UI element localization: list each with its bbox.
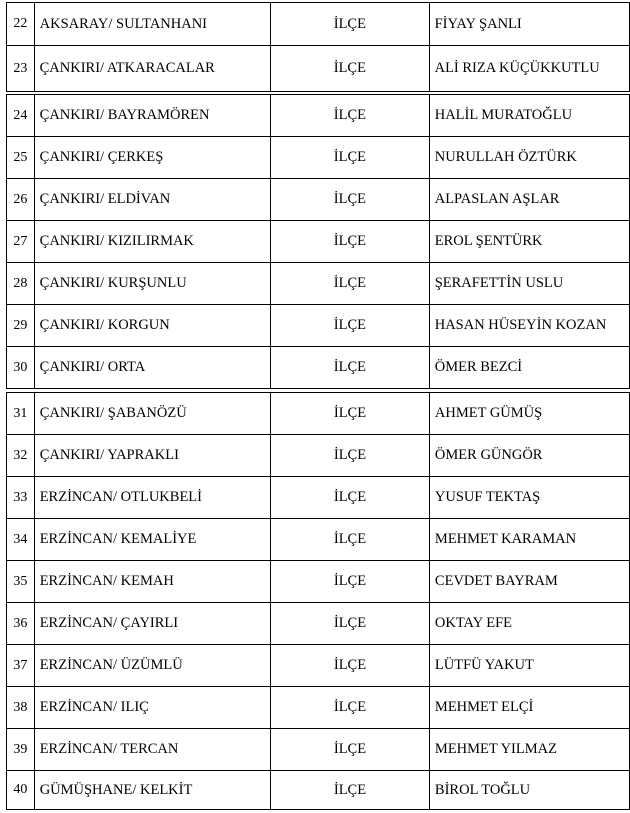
type-cell: İLÇE <box>271 305 430 347</box>
location-cell: ERZİNCAN/ ÜZÜMLÜ <box>34 645 270 687</box>
type-cell: İLÇE <box>271 729 430 771</box>
location-cell: ÇANKIRI/ ORTA <box>34 347 270 389</box>
table-row <box>7 95 630 137</box>
table-row <box>7 305 630 347</box>
name-cell: YUSUF TEKTAŞ <box>429 477 629 519</box>
location-cell: ÇANKIRI/ YAPRAKLI <box>34 435 270 477</box>
table-row <box>7 519 630 561</box>
row-number: 37 <box>7 645 35 687</box>
name-cell: ÖMER GÜNGÖR <box>429 435 629 477</box>
name-cell: ŞERAFETTİN USLU <box>429 263 629 305</box>
location-cell: ÇANKIRI/ ÇERKEŞ <box>34 137 270 179</box>
type-cell: İLÇE <box>271 347 430 389</box>
table-row <box>7 137 630 179</box>
name-cell: HASAN HÜSEYİN KOZAN <box>429 305 629 347</box>
table-row <box>7 221 630 263</box>
type-cell: İLÇE <box>271 263 430 305</box>
table-row <box>7 603 630 645</box>
location-cell: ÇANKIRI/ ELDİVAN <box>34 179 270 221</box>
name-cell: MEHMET ELÇİ <box>429 687 629 729</box>
location-cell: ÇANKIRI/ ŞABANÖZÜ <box>34 393 270 435</box>
name-cell: MEHMET KARAMAN <box>429 519 629 561</box>
table-row <box>7 729 630 771</box>
location-cell: ERZİNCAN/ KEMALİYE <box>34 519 270 561</box>
location-cell: GÜMÜŞHANE/ KELKİT <box>34 771 270 810</box>
name-cell: BİROL TOĞLU <box>429 771 629 810</box>
type-cell: İLÇE <box>271 95 430 137</box>
table-row <box>7 687 630 729</box>
table-row <box>7 435 630 477</box>
type-cell: İLÇE <box>271 561 430 603</box>
type-cell: İLÇE <box>271 221 430 263</box>
table-row <box>7 263 630 305</box>
type-cell: İLÇE <box>271 3 430 46</box>
name-cell: AHMET GÜMÜŞ <box>429 393 629 435</box>
table-row <box>7 645 630 687</box>
table-row <box>7 771 630 810</box>
row-number: 23 <box>7 46 35 92</box>
row-number: 33 <box>7 477 35 519</box>
location-cell: ÇANKIRI/ ATKARACALAR <box>34 46 270 92</box>
name-cell: OKTAY EFE <box>429 603 629 645</box>
name-cell: EROL ŞENTÜRK <box>429 221 629 263</box>
name-cell: CEVDET BAYRAM <box>429 561 629 603</box>
row-number: 38 <box>7 687 35 729</box>
location-cell: ÇANKIRI/ KORGUN <box>34 305 270 347</box>
type-cell: İLÇE <box>271 46 430 92</box>
type-cell: İLÇE <box>271 137 430 179</box>
location-cell: ERZİNCAN/ ÇAYIRLI <box>34 603 270 645</box>
table-block-1 <box>6 2 630 92</box>
row-number: 30 <box>7 347 35 389</box>
table-row <box>7 477 630 519</box>
location-cell: ÇANKIRI/ BAYRAMÖREN <box>34 95 270 137</box>
table-row <box>7 3 630 46</box>
name-cell: ÖMER BEZCİ <box>429 347 629 389</box>
name-cell: LÜTFÜ YAKUT <box>429 645 629 687</box>
table-block-2 <box>6 94 630 389</box>
type-cell: İLÇE <box>271 477 430 519</box>
type-cell: İLÇE <box>271 771 430 810</box>
row-number: 31 <box>7 393 35 435</box>
table-row <box>7 46 630 92</box>
location-cell: ERZİNCAN/ OTLUKBELİ <box>34 477 270 519</box>
row-number: 27 <box>7 221 35 263</box>
row-number: 32 <box>7 435 35 477</box>
row-number: 29 <box>7 305 35 347</box>
location-cell: ERZİNCAN/ TERCAN <box>34 729 270 771</box>
row-number: 40 <box>7 771 35 810</box>
row-number: 34 <box>7 519 35 561</box>
location-cell: ERZİNCAN/ KEMAH <box>34 561 270 603</box>
row-number: 35 <box>7 561 35 603</box>
location-cell: ÇANKIRI/ KIZILIRMAK <box>34 221 270 263</box>
name-cell: ALİ RIZA KÜÇÜKKUTLU <box>429 46 629 92</box>
location-cell: AKSARAY/ SULTANHANI <box>34 3 270 46</box>
row-number: 39 <box>7 729 35 771</box>
type-cell: İLÇE <box>271 393 430 435</box>
name-cell: FİYAY ŞANLI <box>429 3 629 46</box>
type-cell: İLÇE <box>271 179 430 221</box>
table-row <box>7 561 630 603</box>
location-cell: ÇANKIRI/ KURŞUNLU <box>34 263 270 305</box>
row-number: 24 <box>7 95 35 137</box>
row-number: 26 <box>7 179 35 221</box>
table-row <box>7 393 630 435</box>
type-cell: İLÇE <box>271 519 430 561</box>
type-cell: İLÇE <box>271 603 430 645</box>
name-cell: ALPASLAN AŞLAR <box>429 179 629 221</box>
location-cell: ERZİNCAN/ ILIÇ <box>34 687 270 729</box>
table-row <box>7 347 630 389</box>
table-row <box>7 179 630 221</box>
row-number: 25 <box>7 137 35 179</box>
type-cell: İLÇE <box>271 687 430 729</box>
type-cell: İLÇE <box>271 645 430 687</box>
name-cell: MEHMET YILMAZ <box>429 729 629 771</box>
row-number: 36 <box>7 603 35 645</box>
row-number: 28 <box>7 263 35 305</box>
name-cell: HALİL MURATOĞLU <box>429 95 629 137</box>
name-cell: NURULLAH ÖZTÜRK <box>429 137 629 179</box>
type-cell: İLÇE <box>271 435 430 477</box>
row-number: 22 <box>7 3 35 46</box>
table-block-3 <box>6 392 630 810</box>
